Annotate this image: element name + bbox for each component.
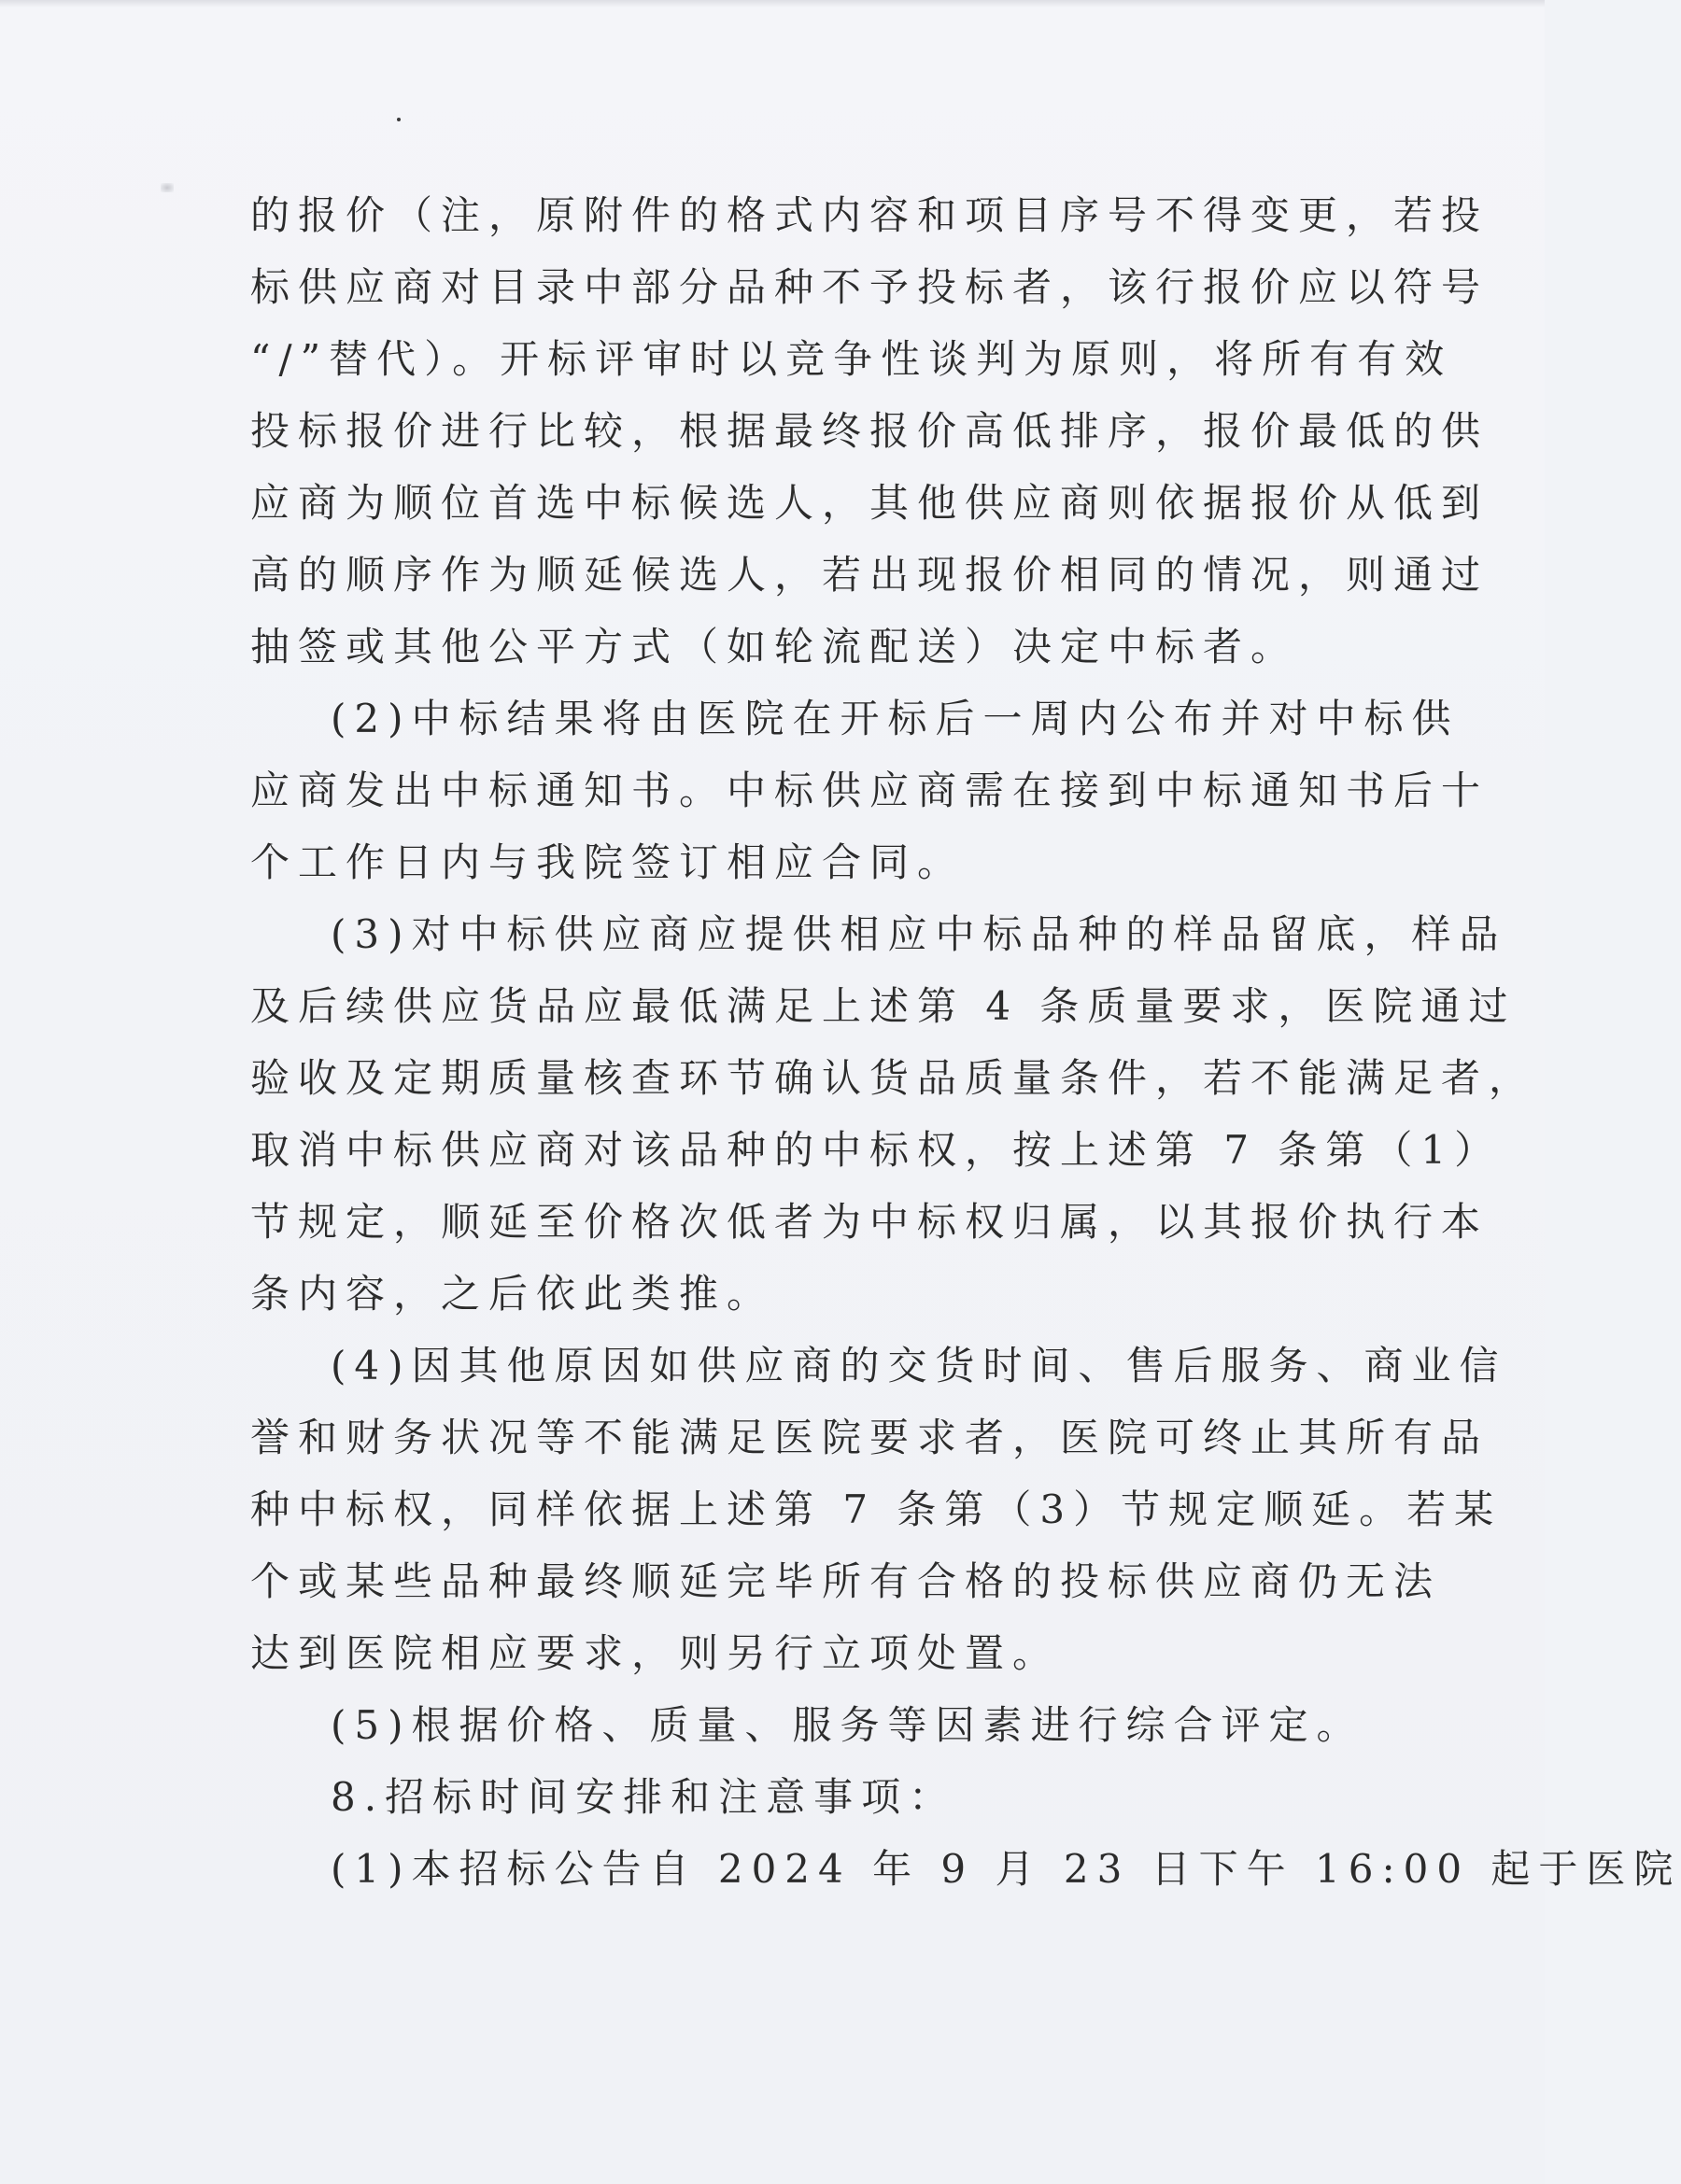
body-line: 的报价（注，原附件的格式内容和项目序号不得变更，若投: [250, 192, 1490, 238]
body-line: 及后续供应货品应最低满足上述第 4 条质量要求，医院通过: [250, 983, 1517, 1029]
body-line: 取消中标供应商对该品种的中标权，按上述第 7 条第（1）: [250, 1127, 1503, 1173]
body-line: 节规定，顺延至价格次低者为中标权归属，以其报价执行本: [250, 1199, 1490, 1245]
body-line: 个工作日内与我院签订相应合同。: [250, 839, 966, 885]
body-line: 标供应商对目录中部分品种不予投标者，该行报价应以符号: [250, 264, 1490, 310]
body-line: 应商发出中标通知书。中标供应商需在接到中标通知书后十: [250, 768, 1490, 813]
body-line: 誉和财务状况等不能满足医院要求者，医院可终止其所有品: [250, 1415, 1490, 1460]
body-line: 达到医院相应要求，则另行立项处置。: [250, 1630, 1061, 1676]
paragraph-start-line: (1)本招标公告自 2024 年 9 月 23 日下午 16:00 起于医院: [331, 1846, 1681, 1892]
body-line: 高的顺序作为顺延候选人，若出现报价相同的情况，则通过: [250, 552, 1490, 598]
paragraph-start-line: (2)中标结果将由医院在开标后一周内公布并对中标供: [331, 696, 1460, 741]
body-line: 条内容，之后依此类推。: [250, 1271, 775, 1317]
paragraph-start-line: (4)因其他原因如供应商的交货时间、售后服务、商业信: [331, 1343, 1507, 1388]
document-body: [250, 179, 1681, 1905]
body-line: 投标报价进行比较，根据最终报价高低排序，报价最低的供: [250, 408, 1490, 454]
scan-edge-shadow: [0, 0, 1545, 7]
body-line: 抽签或其他公平方式（如轮流配送）决定中标者。: [250, 624, 1299, 669]
body-line: 应商为顺位首选中标候选人，其他供应商则依据报价从低到: [250, 480, 1490, 526]
section-heading: 8.招标时间安排和注意事项：: [331, 1774, 957, 1820]
paragraph-start-line: (3)对中标供应商应提供相应中标品种的样品留底，样品: [331, 911, 1507, 957]
scan-smudge: [161, 183, 174, 192]
body-line: “/”替代）。开标评审时以竞争性谈判为原则，将所有有效: [250, 336, 1453, 382]
body-line: 个或某些品种最终顺延完毕所有合格的投标供应商仍无法: [250, 1558, 1442, 1604]
body-line: 验收及定期质量核查环节确认货品质量条件，若不能满足者，: [250, 1055, 1537, 1101]
paragraph-start-line: (5)根据价格、质量、服务等因素进行综合评定。: [331, 1702, 1364, 1748]
scan-speck: [397, 118, 401, 121]
body-line: 种中标权，同样依据上述第 7 条第（3）节规定顺延。若某: [250, 1487, 1503, 1532]
